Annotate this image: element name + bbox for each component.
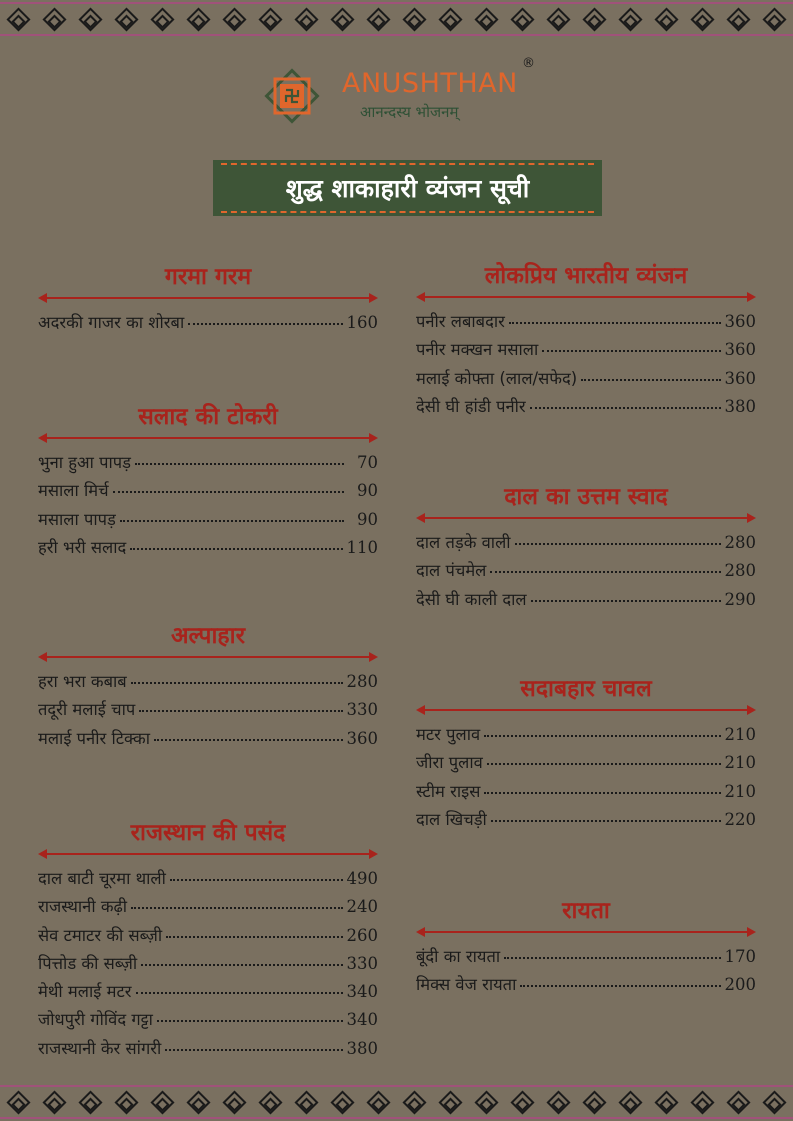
item-price: 280 [346, 672, 378, 691]
diamond-ornament-icon [6, 1090, 30, 1114]
dot-leader [170, 879, 343, 881]
item-list [38, 450, 378, 563]
dot-leader [531, 600, 721, 602]
dot-leader [515, 543, 721, 545]
dot-leader [484, 735, 720, 737]
menu-item [416, 530, 756, 558]
menu-item [416, 394, 756, 422]
diamond-pattern [0, 8, 793, 30]
item-name: मसाला पापड़ [38, 509, 116, 529]
item-price: 90 [357, 509, 378, 529]
bottom-border [0, 1083, 793, 1121]
menu-item [416, 807, 756, 835]
item-price: 330 [346, 953, 378, 973]
dot-leader [141, 964, 342, 966]
menu-title-banner [213, 160, 602, 216]
diamond-ornament-icon [655, 7, 679, 31]
item-price: 340 [346, 982, 378, 1002]
menu-item [416, 309, 756, 337]
diamond-ornament-icon [366, 7, 390, 31]
item-price: 70 [357, 453, 378, 472]
item-name: अदरकी गाजर का शोरबा [38, 313, 185, 332]
dot-leader [166, 936, 342, 938]
item-name: मेथी मलाई मटर [38, 982, 132, 1002]
diamond-ornament-icon [619, 7, 643, 31]
border-line [0, 34, 793, 36]
diamond-ornament-icon [150, 1090, 174, 1114]
item-name: दाल पंचमेल [416, 561, 487, 581]
item-name: देसी घी हांडी पनीर [416, 396, 526, 416]
item-price: 210 [724, 781, 756, 801]
item-price: 110 [346, 537, 378, 557]
dot-leader [530, 407, 721, 409]
item-price: 210 [724, 753, 756, 773]
registered-mark: ® [522, 56, 535, 71]
item-price: 290 [724, 589, 756, 609]
diamond-ornament-icon [258, 1090, 282, 1114]
item-name: राजस्थानी केर सांगरी [38, 1038, 162, 1058]
dot-leader [188, 323, 342, 325]
section-heading: सलाद की टोकरी [138, 404, 278, 430]
diamond-ornament-icon [222, 7, 246, 31]
menu-item [38, 669, 378, 697]
item-name: मलाई कोफ्ता (लाल/सफेद) [416, 368, 578, 388]
diamond-ornament-icon [619, 1090, 643, 1114]
item-name: मटर पुलाव [416, 725, 481, 744]
item-price: 200 [724, 975, 756, 995]
double-arrow-divider-icon [38, 433, 378, 443]
double-arrow-divider-icon [416, 292, 756, 302]
item-name: दाल खिचड़ी [416, 809, 487, 829]
dot-leader [509, 322, 721, 324]
menu-section [38, 262, 378, 338]
menu-item [38, 726, 378, 754]
item-list [416, 309, 756, 422]
menu-title: शुद्ध शाकाहारी व्यंजन सूची [285, 174, 530, 203]
item-price: 170 [724, 947, 756, 966]
dot-leader [490, 571, 720, 573]
diamond-ornament-icon [78, 1090, 102, 1114]
menu-section [416, 261, 756, 422]
dot-leader [131, 682, 343, 684]
item-price: 160 [346, 313, 378, 332]
dot-leader [157, 1020, 343, 1022]
diamond-ornament-icon [150, 7, 174, 31]
diamond-ornament-icon [186, 7, 210, 31]
border-line [0, 1117, 793, 1119]
menu-item [38, 1036, 378, 1064]
section-heading: गरमा गरम [164, 264, 252, 290]
diamond-ornament-icon [510, 7, 534, 31]
menu-item [416, 750, 756, 778]
diamond-ornament-icon [294, 7, 318, 31]
diamond-ornament-icon [402, 1090, 426, 1114]
section-heading: लोकप्रिय भारतीय व्यंजन [484, 263, 688, 289]
brand-logo [262, 56, 542, 128]
item-list [38, 310, 378, 338]
menu-item [416, 337, 756, 365]
double-arrow-divider-icon [38, 849, 378, 859]
diamond-ornament-icon [438, 7, 462, 31]
item-name: जोधपुरी गोविंद गट्टा [38, 1010, 153, 1030]
item-name: हरी भरी सलाद [38, 537, 127, 557]
menu-item [416, 558, 756, 586]
dot-leader [135, 463, 344, 465]
menu-item [38, 951, 378, 979]
item-name: स्टीम राइस [416, 781, 481, 801]
double-arrow-divider-icon [416, 927, 756, 937]
item-name: दाल तड़के वाली [416, 533, 511, 552]
menu-item [38, 450, 378, 478]
section-heading: सदाबहार चावल [520, 676, 652, 702]
diamond-ornament-icon [366, 1090, 390, 1114]
item-name: दाल बाटी चूरमा थाली [38, 869, 166, 888]
item-price: 210 [724, 725, 756, 744]
diamond-ornament-icon [474, 1090, 498, 1114]
double-arrow-divider-icon [38, 293, 378, 303]
menu-item [38, 535, 378, 563]
dot-leader [484, 792, 720, 794]
diamond-ornament-icon [546, 7, 570, 31]
item-price: 220 [724, 809, 756, 829]
item-name: हरा भरा कबाब [38, 672, 127, 691]
menu-item [38, 866, 378, 894]
top-border [0, 0, 793, 38]
diamond-ornament-icon [114, 7, 138, 31]
dot-leader [520, 985, 720, 987]
item-price: 360 [724, 312, 756, 331]
swastik-logo-icon [262, 66, 322, 126]
item-price: 340 [346, 1010, 378, 1030]
item-price: 360 [724, 340, 756, 360]
menu-item [416, 972, 756, 1000]
item-name: तदूरी मलाई चाप [38, 700, 136, 720]
item-price: 280 [724, 561, 756, 581]
item-list [416, 530, 756, 615]
item-name: राजस्थानी कढ़ी [38, 897, 128, 917]
diamond-ornament-icon [330, 1090, 354, 1114]
menu-item [38, 923, 378, 951]
menu-item [38, 1007, 378, 1035]
item-price: 330 [346, 700, 378, 720]
diamond-ornament-icon [294, 1090, 318, 1114]
menu-item [416, 722, 756, 750]
menu-item [416, 587, 756, 615]
diamond-ornament-icon [42, 7, 66, 31]
item-price: 280 [724, 533, 756, 552]
section-heading: अल्पाहार [170, 623, 246, 649]
dot-leader [131, 907, 342, 909]
menu-section [416, 674, 756, 835]
item-name: पित्तोड की सब्ज़ी [38, 953, 138, 973]
item-price: 490 [346, 869, 378, 888]
menu-item [38, 478, 378, 506]
menu-item [416, 366, 756, 394]
border-line [0, 1085, 793, 1087]
item-name: देसी घी काली दाल [416, 589, 527, 609]
dot-leader [165, 1049, 342, 1051]
menu-section [38, 621, 378, 754]
dot-leader [113, 491, 344, 493]
menu-section [38, 402, 378, 563]
item-list [38, 866, 378, 1064]
item-list [38, 669, 378, 754]
diamond-ornament-icon [438, 1090, 462, 1114]
brand-name: ANUSHTHAN [342, 68, 518, 99]
item-name: मलाई पनीर टिक्का [38, 728, 150, 748]
item-name: मिक्स वेज रायता [416, 975, 517, 995]
diamond-ornament-icon [763, 1090, 787, 1114]
menu-item [38, 979, 378, 1007]
item-list [416, 944, 756, 1001]
menu-item [38, 507, 378, 535]
item-name: भुना हुआ पापड़ [38, 453, 131, 472]
item-price: 360 [346, 728, 378, 748]
diamond-ornament-icon [222, 1090, 246, 1114]
dot-leader [581, 379, 720, 381]
diamond-ornament-icon [727, 7, 751, 31]
section-heading: दाल का उत्तम स्वाद [504, 484, 668, 510]
item-list [416, 722, 756, 835]
menu-item [38, 894, 378, 922]
dot-leader [491, 820, 721, 822]
dot-leader [139, 710, 342, 712]
dot-leader [542, 350, 720, 352]
section-heading: राजस्थान की पसंद [130, 820, 286, 846]
item-price: 380 [346, 1038, 378, 1058]
menu-section [38, 818, 378, 1064]
item-price: 240 [346, 897, 378, 917]
double-arrow-divider-icon [416, 705, 756, 715]
item-name: मसाला मिर्च [38, 481, 109, 501]
menu-item [416, 779, 756, 807]
diamond-ornament-icon [763, 7, 787, 31]
item-name: बूंदी का रायता [416, 947, 501, 966]
diamond-ornament-icon [691, 1090, 715, 1114]
menu-item [416, 944, 756, 972]
diamond-ornament-icon [510, 1090, 534, 1114]
menu-item [38, 310, 378, 338]
dot-leader [504, 957, 720, 959]
item-name: सेव टमाटर की सब्ज़ी [38, 925, 163, 945]
diamond-ornament-icon [258, 7, 282, 31]
section-heading: रायता [562, 898, 610, 924]
diamond-ornament-icon [114, 1090, 138, 1114]
diamond-ornament-icon [6, 7, 30, 31]
diamond-ornament-icon [546, 1090, 570, 1114]
diamond-ornament-icon [727, 1090, 751, 1114]
double-arrow-divider-icon [416, 513, 756, 523]
diamond-pattern [0, 1091, 793, 1113]
double-arrow-divider-icon [38, 652, 378, 662]
diamond-ornament-icon [474, 7, 498, 31]
item-name: जीरा पुलाव [416, 753, 483, 773]
diamond-ornament-icon [582, 7, 606, 31]
diamond-ornament-icon [655, 1090, 679, 1114]
menu-item [38, 697, 378, 725]
dot-leader [154, 739, 343, 741]
dot-leader [130, 548, 342, 550]
menu-section [416, 482, 756, 615]
dot-leader [487, 763, 721, 765]
item-name: पनीर लबाबदार [416, 312, 505, 331]
item-price: 380 [724, 396, 756, 416]
diamond-ornament-icon [582, 1090, 606, 1114]
diamond-ornament-icon [691, 7, 715, 31]
dot-leader [136, 992, 343, 994]
dot-leader [120, 520, 344, 522]
item-price: 260 [346, 925, 378, 945]
diamond-ornament-icon [186, 1090, 210, 1114]
item-name: पनीर मक्खन मसाला [416, 340, 539, 360]
diamond-ornament-icon [42, 1090, 66, 1114]
border-line [0, 2, 793, 4]
item-price: 90 [357, 481, 378, 501]
item-price: 360 [724, 368, 756, 388]
diamond-ornament-icon [402, 7, 426, 31]
menu-section [416, 896, 756, 1001]
brand-tagline: आनन्दस्य भोजनम् [360, 103, 459, 121]
diamond-ornament-icon [330, 7, 354, 31]
diamond-ornament-icon [78, 7, 102, 31]
